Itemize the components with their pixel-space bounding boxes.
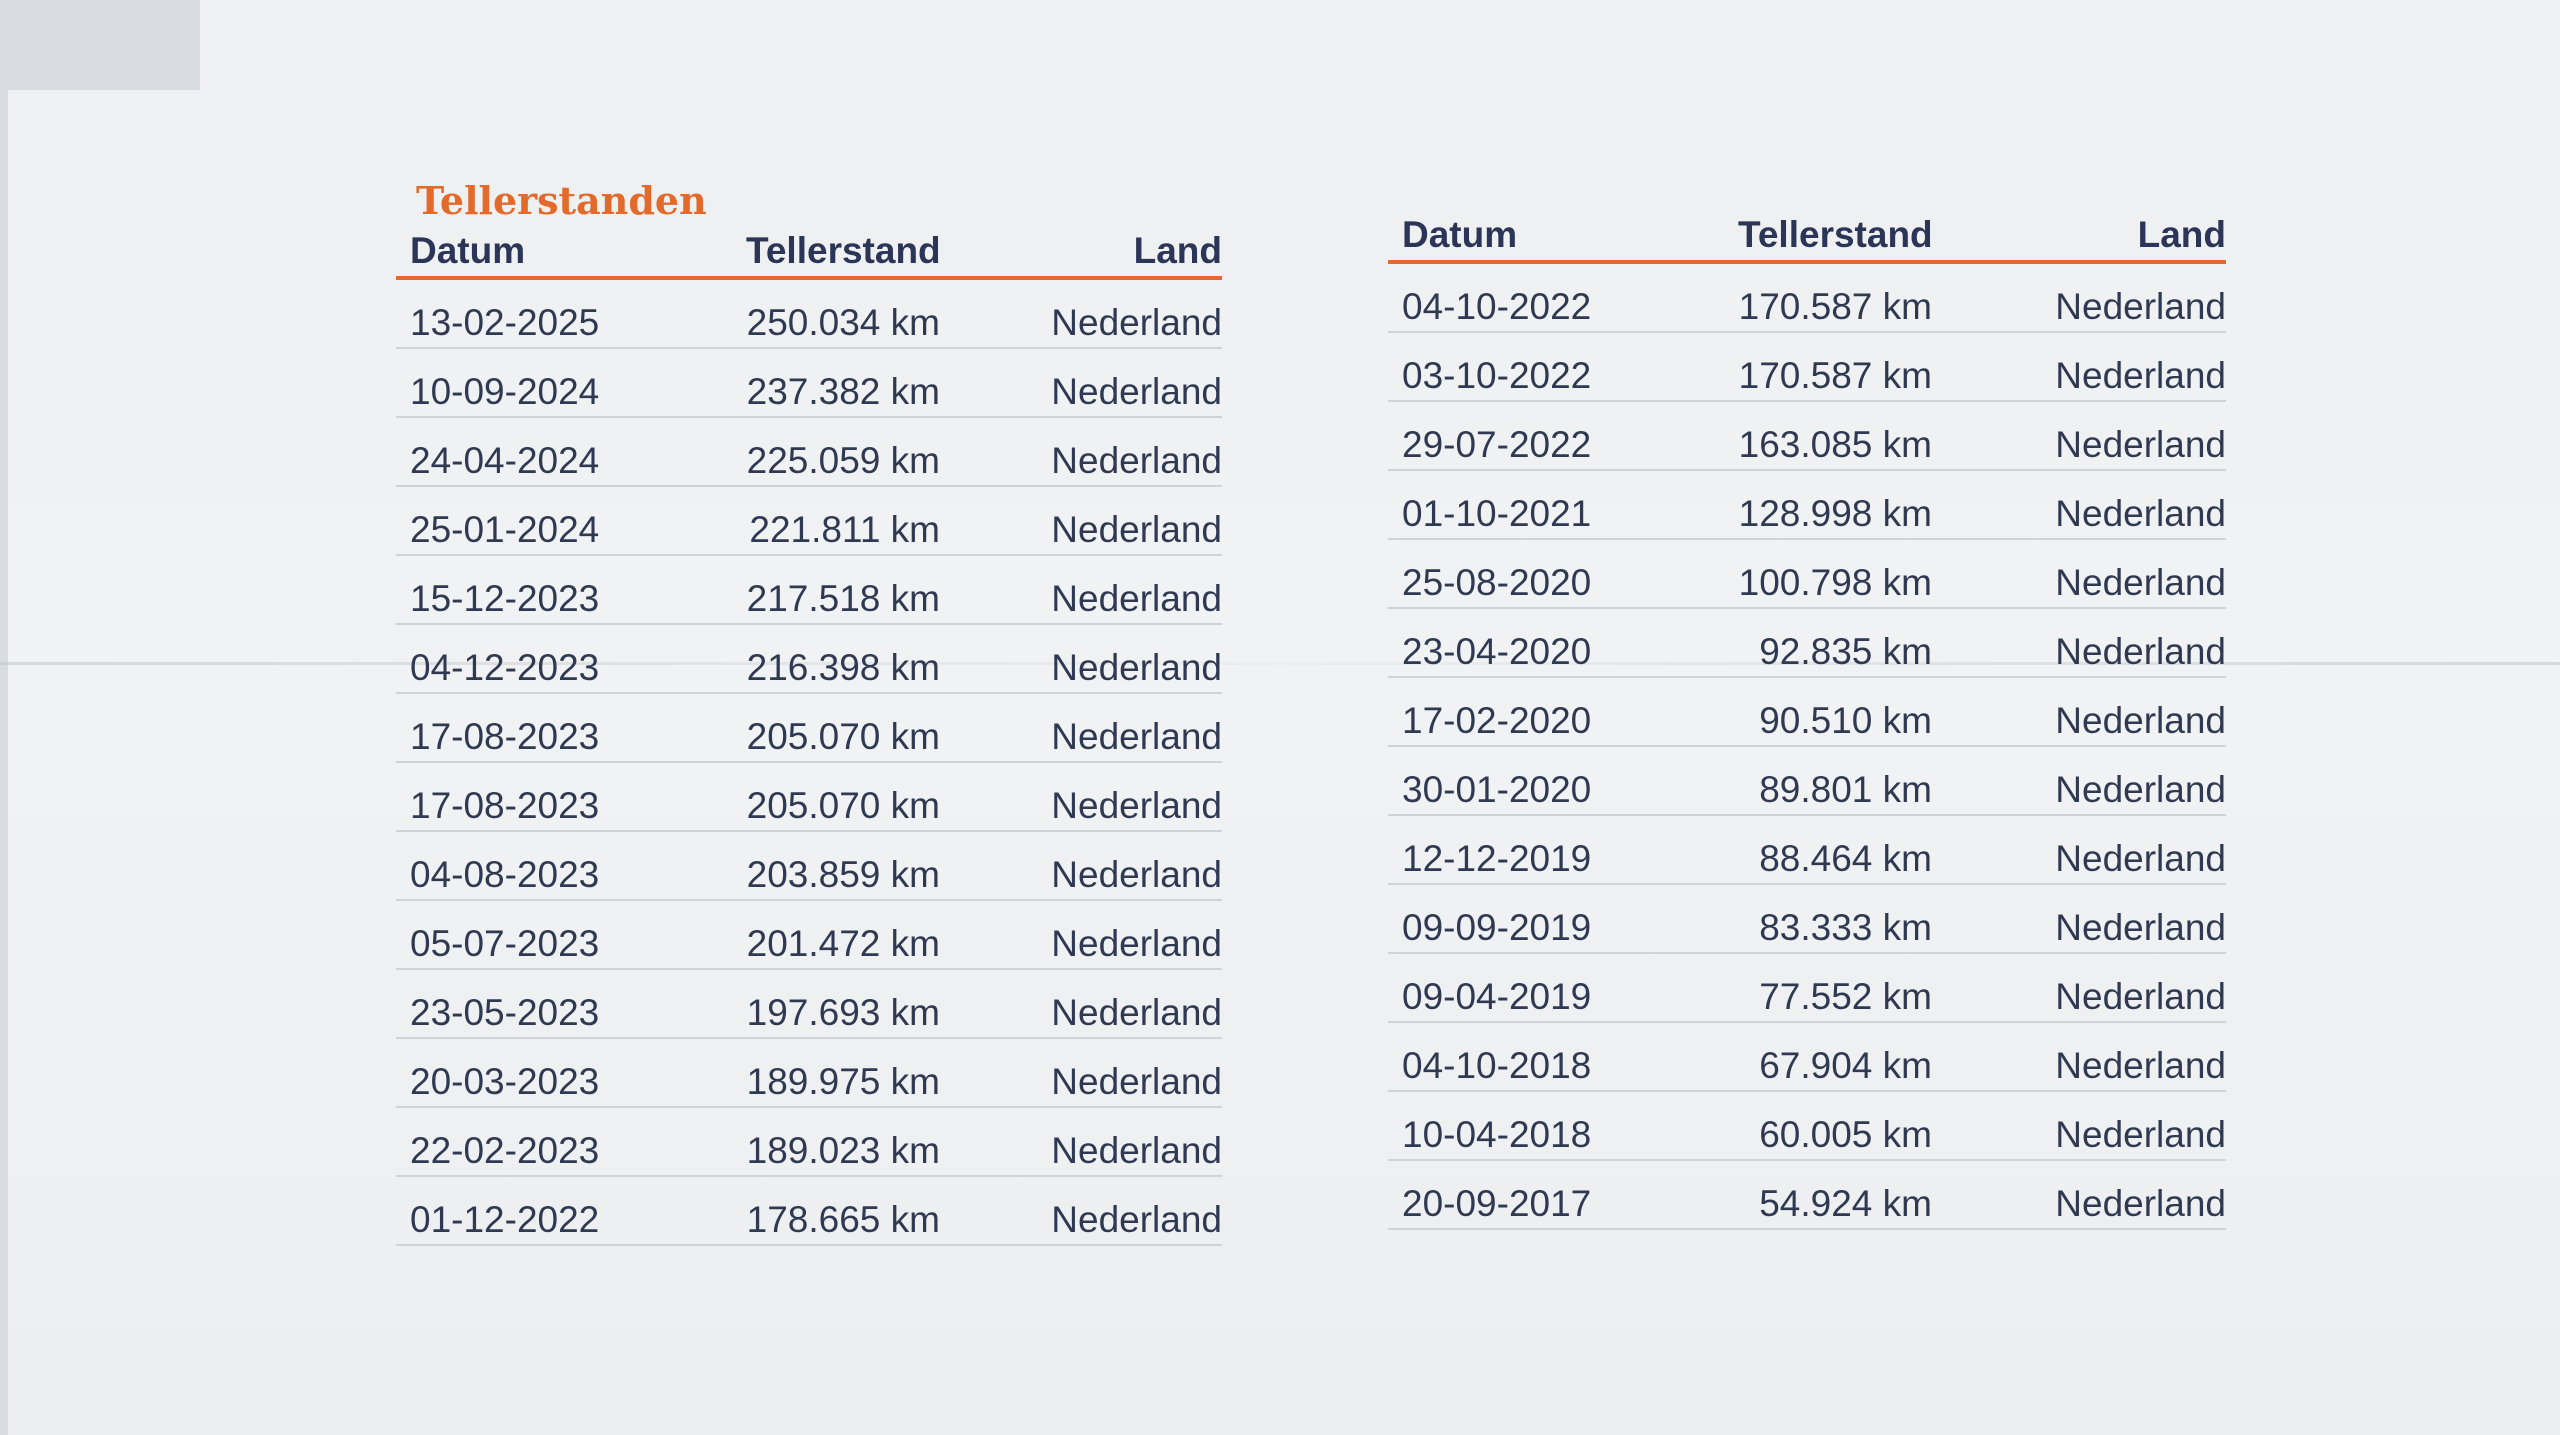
- cell-date: 15-12-2023: [410, 578, 600, 619]
- column-header-date: Datum: [1402, 214, 1518, 255]
- cell-country: Nederland: [1051, 992, 1222, 1033]
- cell-country: Nederland: [2055, 1045, 2226, 1086]
- section-title: Tellerstanden: [416, 178, 707, 223]
- table-row: [1388, 471, 2226, 540]
- cell-odometer: 89.801 km: [1759, 769, 1932, 810]
- cell-date: 23-04-2020: [1402, 631, 1592, 672]
- table-row: [1388, 816, 2226, 885]
- cell-date: 04-10-2018: [1402, 1045, 1592, 1086]
- cell-odometer: 203.859 km: [746, 854, 940, 895]
- cell-country: Nederland: [2055, 355, 2226, 396]
- table-row: [1388, 885, 2226, 954]
- table-body: [396, 280, 1222, 1246]
- table-header: [396, 226, 1222, 280]
- cell-odometer: 217.518 km: [746, 578, 940, 619]
- cell-country: Nederland: [2055, 976, 2226, 1017]
- cell-date: 01-12-2022: [410, 1199, 600, 1240]
- column-header-country: Land: [2137, 214, 2226, 255]
- column-header-country: Land: [1133, 230, 1222, 271]
- cell-odometer: 201.472 km: [746, 923, 940, 964]
- cell-odometer: 88.464 km: [1759, 838, 1932, 879]
- table-row: [396, 625, 1222, 694]
- table-row: [396, 556, 1222, 625]
- cell-country: Nederland: [2055, 1114, 2226, 1155]
- cell-country: Nederland: [1051, 716, 1222, 757]
- cell-country: Nederland: [1051, 923, 1222, 964]
- cell-date: 22-02-2023: [410, 1130, 600, 1171]
- cell-odometer: 178.665 km: [746, 1199, 940, 1240]
- cell-odometer: 225.059 km: [746, 440, 940, 481]
- table-body: [1388, 264, 2226, 1230]
- cell-date: 12-12-2019: [1402, 838, 1592, 879]
- cell-date: 09-04-2019: [1402, 976, 1592, 1017]
- column-header-odometer: Tellerstand: [746, 230, 941, 271]
- cell-odometer: 197.693 km: [746, 992, 940, 1033]
- cell-date: 10-04-2018: [1402, 1114, 1592, 1155]
- cell-date: 17-08-2023: [410, 785, 600, 826]
- column-header-date: Datum: [410, 230, 526, 271]
- table-row: [396, 694, 1222, 763]
- cell-country: Nederland: [1051, 509, 1222, 550]
- table-row: [396, 280, 1222, 349]
- cell-country: Nederland: [2055, 424, 2226, 465]
- table-row: [1388, 1092, 2226, 1161]
- cell-date: 03-10-2022: [1402, 355, 1592, 396]
- table-row: [396, 418, 1222, 487]
- cell-date: 13-02-2025: [410, 302, 600, 343]
- cell-odometer: 77.552 km: [1759, 976, 1932, 1017]
- table-row: [1388, 264, 2226, 333]
- cell-odometer: 216.398 km: [746, 647, 940, 688]
- cell-country: Nederland: [1051, 854, 1222, 895]
- cell-odometer: 100.798 km: [1738, 562, 1932, 603]
- cell-date: 23-05-2023: [410, 992, 600, 1033]
- cell-date: 04-08-2023: [410, 854, 600, 895]
- cell-date: 20-09-2017: [1402, 1183, 1592, 1224]
- table-row: [396, 1108, 1222, 1177]
- cell-date: 17-02-2020: [1402, 700, 1592, 741]
- cell-date: 10-09-2024: [410, 371, 600, 412]
- cell-country: Nederland: [1051, 578, 1222, 619]
- table-row: [1388, 1023, 2226, 1092]
- cell-date: 04-12-2023: [410, 647, 600, 688]
- cell-country: Nederland: [2055, 493, 2226, 534]
- cell-country: Nederland: [1051, 1061, 1222, 1102]
- odometer-table-left: [396, 226, 1222, 1246]
- cell-country: Nederland: [1051, 371, 1222, 412]
- cell-country: Nederland: [1051, 647, 1222, 688]
- cell-country: Nederland: [1051, 440, 1222, 481]
- cell-odometer: 90.510 km: [1759, 700, 1932, 741]
- cell-odometer: 205.070 km: [746, 785, 940, 826]
- cell-date: 29-07-2022: [1402, 424, 1592, 465]
- cell-date: 01-10-2021: [1402, 493, 1592, 534]
- table-row: [1388, 747, 2226, 816]
- cell-odometer: 170.587 km: [1738, 355, 1932, 396]
- cell-odometer: 205.070 km: [746, 716, 940, 757]
- table-row: [1388, 402, 2226, 471]
- table-row: [396, 832, 1222, 901]
- cell-date: 04-10-2022: [1402, 286, 1592, 327]
- cell-odometer: 237.382 km: [746, 371, 940, 412]
- table-row: [1388, 333, 2226, 402]
- cell-country: Nederland: [1051, 1130, 1222, 1171]
- column-header-odometer: Tellerstand: [1738, 214, 1933, 255]
- cell-date: 05-07-2023: [410, 923, 600, 964]
- table-row: [1388, 540, 2226, 609]
- cell-date: 30-01-2020: [1402, 769, 1592, 810]
- cell-date: 17-08-2023: [410, 716, 600, 757]
- cell-odometer: 250.034 km: [746, 302, 940, 343]
- table-row: [396, 349, 1222, 418]
- cell-odometer: 189.023 km: [746, 1130, 940, 1171]
- cell-odometer: 189.975 km: [746, 1061, 940, 1102]
- cell-country: Nederland: [2055, 631, 2226, 672]
- cell-country: Nederland: [2055, 838, 2226, 879]
- table-row: [396, 970, 1222, 1039]
- cell-odometer: 54.924 km: [1759, 1183, 1932, 1224]
- cell-country: Nederland: [2055, 1183, 2226, 1224]
- cell-odometer: 221.811 km: [749, 509, 940, 550]
- paper-sheet-top: [200, 0, 2560, 100]
- table-header: [1388, 210, 2226, 264]
- table-row: [1388, 678, 2226, 747]
- cell-date: 25-08-2020: [1402, 562, 1592, 603]
- cell-date: 24-04-2024: [410, 440, 600, 481]
- cell-odometer: 163.085 km: [1738, 424, 1932, 465]
- cell-country: Nederland: [2055, 907, 2226, 948]
- cell-date: 20-03-2023: [410, 1061, 600, 1102]
- table-row: [1388, 1161, 2226, 1230]
- table-row: [1388, 954, 2226, 1023]
- cell-country: Nederland: [1051, 785, 1222, 826]
- table-row: [396, 487, 1222, 556]
- table-row: [1388, 609, 2226, 678]
- cell-country: Nederland: [1051, 302, 1222, 343]
- cell-odometer: 67.904 km: [1759, 1045, 1932, 1086]
- table-row: [396, 1039, 1222, 1108]
- cell-country: Nederland: [2055, 700, 2226, 741]
- cell-country: Nederland: [2055, 286, 2226, 327]
- cell-country: Nederland: [2055, 769, 2226, 810]
- table-row: [396, 763, 1222, 832]
- cell-date: 25-01-2024: [410, 509, 600, 550]
- odometer-table-right: [1388, 210, 2226, 1230]
- cell-country: Nederland: [1051, 1199, 1222, 1240]
- table-row: [396, 901, 1222, 970]
- table-row: [396, 1177, 1222, 1246]
- cell-odometer: 60.005 km: [1759, 1114, 1932, 1155]
- cell-odometer: 92.835 km: [1759, 631, 1932, 672]
- cell-odometer: 170.587 km: [1738, 286, 1932, 327]
- cell-date: 09-09-2019: [1402, 907, 1592, 948]
- cell-odometer: 128.998 km: [1738, 493, 1932, 534]
- cell-odometer: 83.333 km: [1759, 907, 1932, 948]
- cell-country: Nederland: [2055, 562, 2226, 603]
